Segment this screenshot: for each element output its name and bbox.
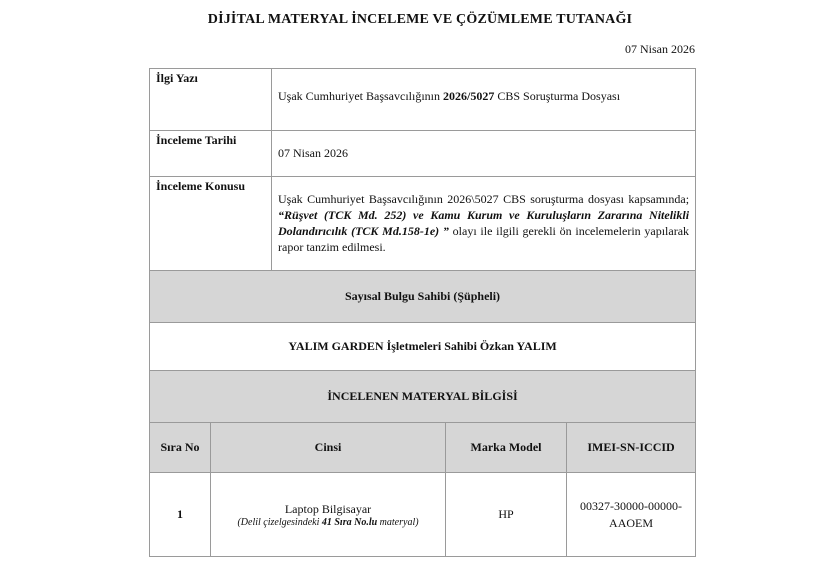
table-row bbox=[150, 473, 696, 557]
suspect-header: Sayısal Bulgu Sahibi (Şüpheli) bbox=[150, 271, 696, 323]
column-header-sira: Sıra No bbox=[150, 423, 211, 473]
konu-label: İnceleme Konusu bbox=[150, 177, 272, 271]
document-title: DİJİTAL MATERYAL İNCELEME VE ÇÖZÜMLEME TUTANAĞI bbox=[207, 12, 633, 27]
material-column-headers bbox=[150, 423, 696, 473]
konu-outro: olayı ile ilgili gerekli ön incelemelerin yapılarak rapor tanzim edilmesi. bbox=[278, 224, 690, 254]
konu-italic: “Rüşvet (TCK Md. 252) ve Kamu Kurum ve Kuruluşların Zararına Nitelikli Dolandırıcılık (TCK Md.158-1e) ” bbox=[278, 208, 690, 238]
ilgi-suffix: CBS Soruşturma Dosyası bbox=[494, 89, 621, 103]
material-header-row bbox=[150, 371, 696, 423]
suspect-header-row bbox=[150, 271, 696, 323]
column-header-cinsi: Cinsi bbox=[211, 423, 446, 473]
ilgi-value bbox=[272, 69, 696, 131]
ilgi-number: 2026/5027 bbox=[443, 89, 495, 103]
row-sira: 1 bbox=[150, 473, 211, 557]
tarih-value: 07 Nisan 2026 bbox=[272, 131, 696, 177]
row-cinsi-cell bbox=[211, 473, 446, 557]
ilgi-prefix: Uşak Cumhuriyet Başsavcılığının bbox=[278, 89, 443, 103]
column-header-marka: Marka Model bbox=[446, 423, 567, 473]
tarih-label: İnceleme Tarihi bbox=[150, 131, 272, 177]
row-cinsi: Laptop Bilgisayar bbox=[284, 501, 372, 516]
row-imei: 00327-30000-00000-AAOEM bbox=[567, 473, 696, 557]
konu-row bbox=[150, 177, 696, 271]
suspect-name-row bbox=[150, 323, 696, 371]
tarih-row bbox=[150, 131, 696, 177]
row-cinsi-note: (Delil çizelgesindeki 41 Sıra No.lu materyal) bbox=[237, 516, 419, 528]
row-marka: HP bbox=[446, 473, 567, 557]
konu-value bbox=[272, 177, 696, 271]
suspect-name: YALIM GARDEN İşletmeleri Sahibi Özkan YALIM bbox=[150, 323, 696, 371]
column-header-imei: IMEI-SN-ICCID bbox=[567, 423, 696, 473]
report-table bbox=[149, 68, 696, 557]
document-date: 07 Nisan 2026 bbox=[625, 42, 695, 56]
konu-intro: Uşak Cumhuriyet Başsavcılığının 2026\5027 CBS soruşturma dosyası kapsamında; bbox=[278, 192, 690, 206]
material-header: İNCELENEN MATERYAL BİLGİSİ bbox=[150, 371, 696, 423]
ilgi-row bbox=[150, 69, 696, 131]
ilgi-label: İlgi Yazı bbox=[150, 69, 272, 131]
